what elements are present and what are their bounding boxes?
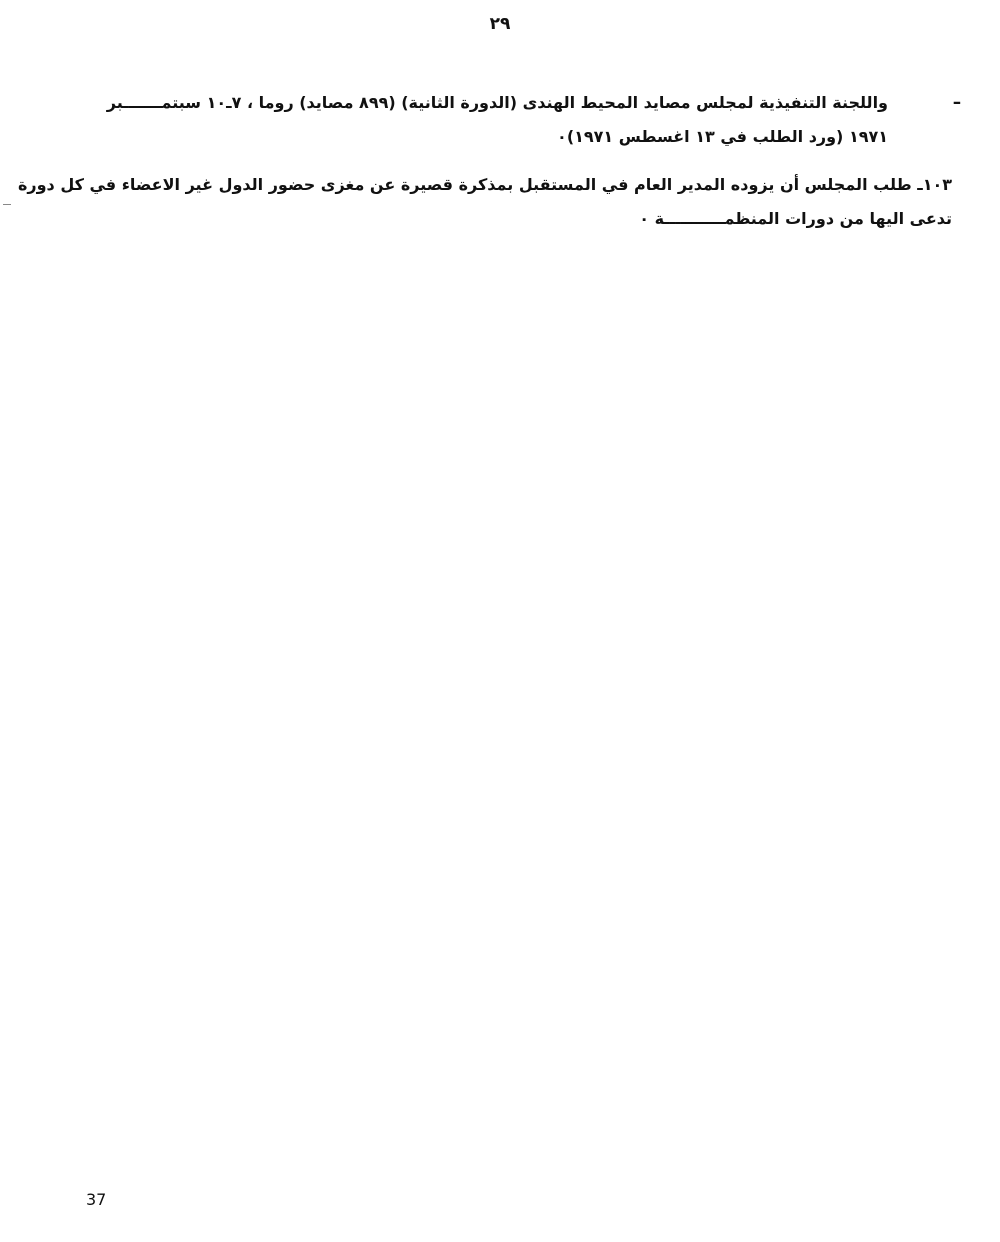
paragraph-2-line-1: ١٠٣ـ طلب المجلس أن يزوده المدير العام في المستقبل بمذكرة قصيرة عن مغزى حضور الدول غير الاعضاء في كل دورة (17, 175, 952, 194)
paragraph-2 (17, 168, 952, 236)
page-number-bottom: 37 (86, 1190, 107, 1209)
scan-edge-mark (3, 204, 11, 205)
paragraph-2-line-2: تدعى اليها من دورات المنظمـــــــــــة ٠ (639, 209, 952, 228)
bullet-dash: ـ (953, 88, 960, 109)
paragraph-1 (56, 86, 888, 154)
page-number-top: ٢٩ (489, 14, 511, 34)
paragraph-1-line-2: ١٩٧١ (ورد الطلب في ١٣ اغسطس ١٩٧١)٠ (557, 127, 888, 146)
paragraph-1-line-1: واللجنة التنفيذية لمجلس مصايد المحيط الهندى (الدورة الثانية) (٨٩٩ مصايد) روما ، ٧ـ١٠ سبتمـــــــبر (106, 93, 888, 112)
